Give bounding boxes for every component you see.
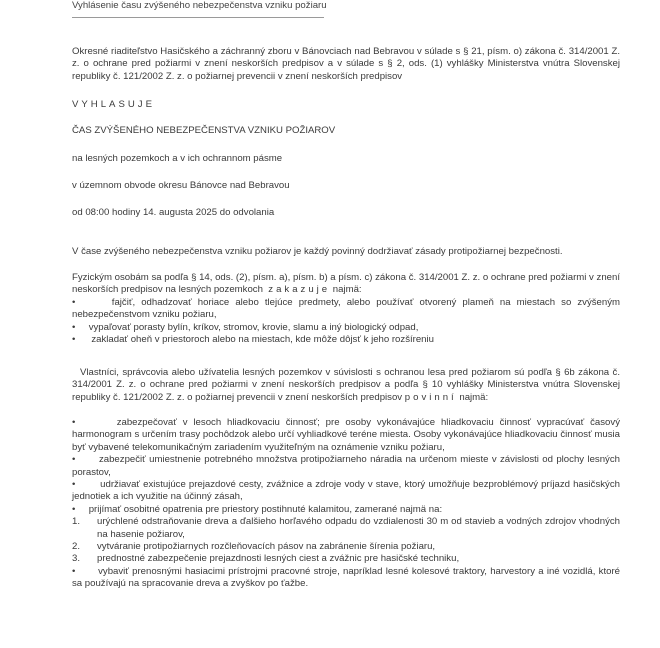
persons-section bbox=[72, 272, 620, 346]
sub-item: 3. prednostné zabezpečenie prejazdnosti lesných ciest a zvážnic pre hasičské techniku, bbox=[72, 553, 460, 565]
forbidden-item: • zakladať oheň v priestoroch alebo na miestach, kde môže dôjsť k jeho rozšíreniu bbox=[72, 334, 434, 346]
main-heading: ČAS ZVÝŠENÉHO NEBEZPEČENSTVA VZNIKU POŽIAROV bbox=[72, 125, 336, 136]
owners-intro: Vlastníci, správcovia alebo užívatelia lesných pozemkov v súvislosti s ochranou lesa pred požiarom sú podľa § 6b zákona č. 314/2001 Z. z. o ochrane pred požiarmi v znení neskorších predpisov a podľa § 10 vyhlášky Ministerstva vnútra Slovenskej republiky č. 121/2002 Z. z. o požiarnej prevencii v znení neskorších predpisov povinní najmä: bbox=[72, 367, 620, 403]
forbidden-word: zakazuje bbox=[268, 284, 331, 296]
owner-item: • udržiavať existujúce prejazdové cesty, zvážnice a zdroje vody v stave, ktorý umožňuje bezproblémový príjazd hasičských jednotiek a ich využitie na účinný zásah, bbox=[72, 479, 620, 503]
obliged-word: povinní bbox=[404, 391, 457, 403]
scope-line: na lesných pozemkoch a v ich ochrannom pásme bbox=[72, 153, 283, 164]
forbidden-item: • vypaľovať porasty bylín, kríkov, stromov, krovie, slamu a iný biologický odpad, bbox=[72, 321, 419, 333]
sub-item: 2. vytváranie protipožiarnych rozčleňovacích pásov na zabránenie šírenia požiaru, bbox=[72, 541, 436, 553]
validity-line: od 08:00 hodiny 14. augusta 2025 do odvolania bbox=[72, 207, 275, 218]
sub-item: 1. urýchlené odstraňovanie dreva a ďalšieho horľavého odpadu do vzdialenosti 30 m od stavieb a vodných zdrojov vhodných na hasenie požiarov, bbox=[72, 516, 620, 540]
territory-line: v územnom obvode okresu Bánovce nad Bebravou bbox=[72, 180, 290, 191]
declares-heading: VYHLASUJE bbox=[72, 99, 155, 110]
owner-item: • zabezpečiť umiestnenie potrebného množstva protipožiarneho náradia na určenom mieste v závislosti od plochy lesných porastov, bbox=[72, 454, 620, 478]
owner-item: • zabezpečovať v lesoch hliadkovaciu činnosť; pre osoby vykonávajúce hliadkovaciu činnosť vypracúvať časový harmonogram s určením trasy pochôdzok alebo určí vyhliadkové teréne miesta. Osoby vykonávajúce hliadkovaciu činnosť musia byť vybavené telekomunikačným zariadením využiteľným na oznámenie vzniku požiaru, bbox=[72, 417, 620, 453]
owner-item: • prijímať osobitné opatrenia pre priestory postihnuté kalamitou, zamerané najmä na: bbox=[72, 503, 443, 515]
forbidden-item: • fajčiť, odhadzovať horiace alebo tlejúce predmety, alebo používať otvorený plameň na miestach so zvýšeným nebezpečenstvom vzniku požiaru, bbox=[72, 296, 620, 321]
duty-paragraph: V čase zvýšeného nebezpečenstva vzniku požiarov je každý povinný dodržiavať zásady protipožiarnej bezpečnosti. bbox=[72, 246, 563, 257]
owner-duties-list bbox=[72, 417, 620, 591]
intro-paragraph: Okresné riaditeľstvo Hasičského a záchranný zboru v Bánovciach nad Bebravou v súlade s § 21, písm. o) zákona č. 314/2001 Z. z. o ochrane pred požiarmi v znení neskorších predpisov a v súlade s § 2, ods. (1) vyhlášky Ministerstva vnútra Slovenskej republiky č. 121/2002 Z. z. o požiarnej prevencii v znení neskorších predpisov bbox=[72, 46, 620, 82]
owner-item: • vybaviť prenosnými hasiacimi prístrojmi pracovné stroje, napríklad lesné kolesové traktory, harvestory a iné vozidlá, ktoré sa používajú na spracovanie dreva a zvyškov po ťažbe. bbox=[72, 565, 620, 590]
persons-intro: Fyzickým osobám sa podľa § 14, ods. (2), písm. a), písm. b) a písm. c) zákona č. 314/2001 Z. z. o ochrane pred požiarmi v znení neskorších predpisov na lesných pozemkoch zakazuje najmä: bbox=[72, 272, 620, 296]
document-title: Vyhlásenie času zvýšeného nebezpečenstva vzniku požiaru bbox=[72, 0, 324, 18]
owners-section bbox=[72, 367, 620, 404]
